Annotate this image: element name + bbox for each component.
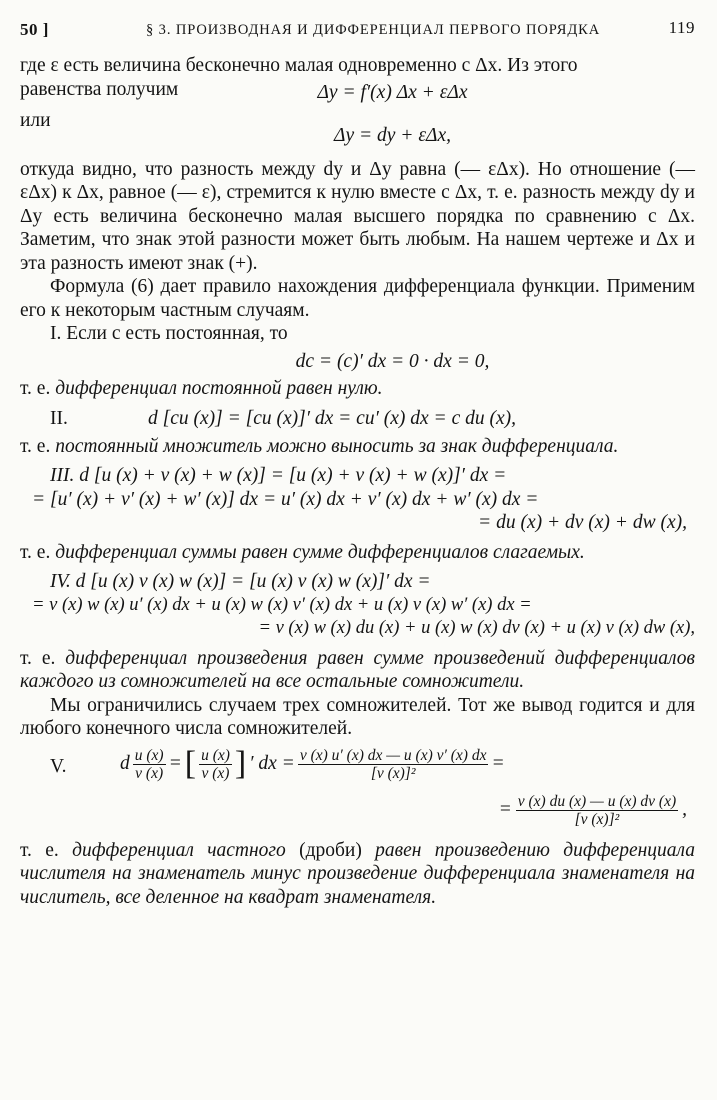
left-bracket: [: [184, 745, 197, 783]
comma: ,: [682, 799, 687, 821]
fraction-denominator: [v (x)]²: [574, 810, 620, 828]
fraction-quotient-2: [516, 793, 678, 828]
equation-1: Δy = f′(x) Δx + εΔx: [317, 82, 468, 103]
fraction-u-over-v-bracketed: [199, 747, 232, 782]
paragraph-4: Мы ограничились случаем трех сомножителей. Тот же вывод годится и для любого конечного числа сомножителей.: [20, 694, 695, 739]
fraction-numerator: u (x): [134, 746, 164, 764]
fraction-numerator: u (x): [201, 746, 230, 764]
te-label: т. е.: [20, 541, 51, 563]
result-2: [20, 435, 695, 459]
right-bracket: ]: [234, 745, 247, 783]
page-header: [20, 14, 695, 40]
fraction-denominator: v (x): [201, 764, 230, 782]
result-4: [20, 647, 695, 694]
case-2: [20, 401, 695, 435]
te-label: т. е.: [20, 839, 59, 861]
te-label: т. е.: [20, 435, 51, 457]
result-5-text-a: дифференциал частного: [72, 839, 286, 861]
result-4-text: дифференциал произведения равен сумме произведений дифференциалов каждого из сомножителей на все остальные сомножители.: [20, 647, 695, 692]
result-2-text: постоянный множитель можно выносить за знак дифференциала.: [55, 435, 619, 457]
result-5-text-c: равен произведению дифференциала числителя на знаменатель минус произведение дифференциала знаменателя на числитель, все деленное на квадрат знаменателя.: [20, 839, 696, 908]
case-2-label: II.: [50, 407, 68, 429]
case-5: [20, 747, 695, 839]
fraction-u-over-v: [133, 747, 166, 782]
paragraph-2: откуда видно, что разность между dy и Δy равна (— εΔx). Но отношение (— εΔx) к Δx, равное (— ε), стремится к нулю вместе с Δx, т. е. разность между dy и Δy есть величина бесконечно малая высшего порядка по сравнению с Δx. Заметим, что знак этой разности может быть любым. На нашем чертеже и Δx и эта разность имеют знак (+).: [20, 158, 695, 274]
case-5-equation-continued: [499, 793, 687, 828]
equation-2: Δy = dy + εΔx,: [334, 125, 451, 146]
result-1-text: дифференциал постоянной равен нулю.: [55, 378, 383, 399]
fraction-quotient-1: [298, 747, 489, 782]
running-title: § 3. ПРОИЗВОДНАЯ И ДИФФЕРЕНЦИАЛ ПЕРВОГО ПОРЯДКА: [146, 22, 601, 38]
te-label: т. е.: [20, 378, 51, 399]
fraction-numerator: v (x) du (x) — u (x) dv (x): [517, 792, 677, 810]
paragraph-1-line-2: равенства получим: [20, 78, 179, 100]
result-3: [20, 541, 695, 565]
case-4-line-1: IV. d [u (x) v (x) w (x)] = [u (x) v (x) w (x)]′ dx =: [50, 571, 431, 592]
d-symbol: d: [120, 753, 130, 775]
fraction-denominator: v (x): [135, 764, 164, 782]
result-5-text-b: (дроби): [299, 839, 362, 861]
result-1: [20, 377, 695, 401]
page-number: 119: [668, 18, 695, 37]
fraction-denominator: [v (x)]²: [370, 764, 416, 782]
equals-sign: =: [168, 753, 182, 775]
case-3-line-2: = [u′ (x) + v′ (x) + w′ (x)] dx = u′ (x) dx + v′ (x) dx + w′ (x) dx =: [32, 488, 539, 510]
case-3-line-3: = du (x) + dv (x) + dw (x),: [478, 512, 687, 533]
equation-4: d [cu (x)] = [cu (x)]′ dx = cu′ (x) dx = c du (x),: [148, 407, 516, 429]
paragraph-1-line-1: где ε есть величина бесконечно малая одновременно с Δx. Из этого: [20, 55, 578, 76]
case-4-line-2: = v (x) w (x) u′ (x) dx + u (x) w (x) v′ (x) dx + u (x) v (x) w′ (x) dx =: [32, 594, 532, 615]
case-4-line-3: = v (x) w (x) du (x) + u (x) w (x) dv (x) + u (x) v (x) dw (x),: [258, 618, 695, 638]
case-1-intro: I. Если c есть постоянная, то: [50, 323, 288, 344]
or-word: или: [20, 109, 51, 131]
prime-dx: ′ dx =: [249, 753, 295, 775]
result-3-text: дифференциал суммы равен сумме дифференциалов слагаемых.: [55, 541, 585, 563]
section-ref: 50 ]: [20, 20, 49, 39]
case-3-line-1: III. d [u (x) + v (x) + w (x)] = [u (x) + v (x) + w (x)]′ dx =: [50, 465, 507, 486]
te-label: т. е.: [20, 647, 56, 669]
paragraph-3: Формула (6) дает правило нахождения дифференциала функции. Применим его к некоторым частным случаям.: [20, 276, 695, 321]
fraction-numerator: v (x) u′ (x) dx — u (x) v′ (x) dx: [299, 746, 487, 764]
equals-sign: =: [491, 753, 505, 775]
equation-3: dc = (c)′ dx = 0 · dx = 0,: [295, 350, 490, 372]
equals-sign: =: [498, 799, 512, 821]
result-5: [20, 839, 695, 910]
case-5-equation: [120, 747, 505, 782]
case-5-label: V.: [50, 755, 67, 777]
